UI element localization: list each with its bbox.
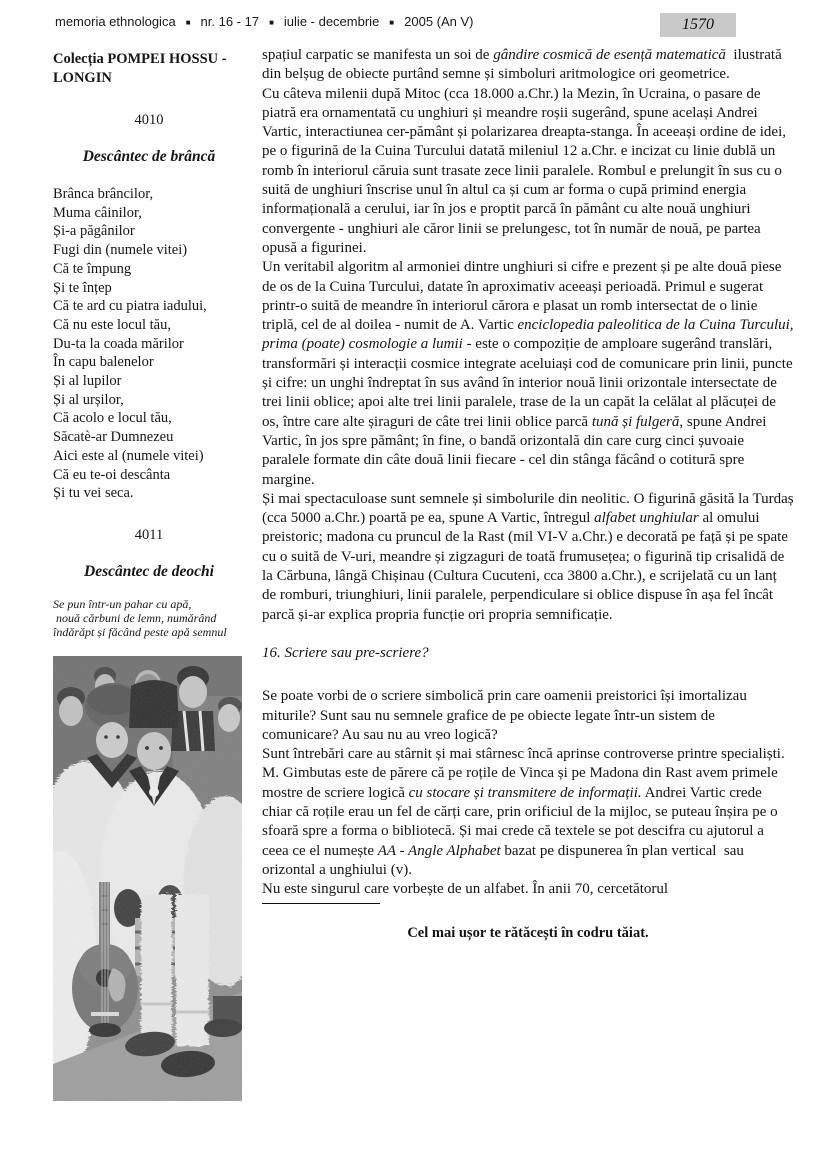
page-number-badge xyxy=(660,13,736,37)
paragraph: Cu câteva milenii după Mitoc (cca 18.000 a.Chr.) la Mezin, în Ucraina, o pasare de piatră era ornamentată cu unghiuri și meandre roșii sugerând, spune același Andrei Vartic, interactiunea cer-pământ și polarizarea dreapta-stanga. În aceeași ordine de idei, pe o figurină de la Cuina Turcului datată mileniul 12 a.Chr. e incizat cu linie dublă un romb în interiorul căruia sunt trasate zece linii paralele. Rombul e prelungit în sus cu o suită de unghiuri înscrise unul în altul ca și cum ar forma o cupă primind energia informațională a cerului, iar în jos e proptit parcă în pământ cu alte nouă unghiuri convergente - unghiuri ale căror linii se prelungesc, tot în număr de nouă, pe partea opusă a figurinei. xyxy=(262,85,790,256)
paragraph: Sunt întrebări care au stârnit și mai stârnesc încă aprinse controverse printre specialiști. M. Gimbutas este de părere că pe roțile de Vinca și pe Madona din Rast avem primele mostre de scriere logică cu stocare și transmitere de informații. Andrei Vartic crede chiar că roțile erau un fel de cărți care, prin orificiul de la mijloc, se puteau înșira pe o sfoară spre a forma o bibliotecă. Și mai crede că textele se pot descifra cu ajutorul a ceea ce el numește AA - Angle Alphabet bazat pe dispunerea în plan vertical sau orizontal a unghiului (v). xyxy=(262,746,789,878)
poem-line: Muma câinilor, xyxy=(53,204,142,221)
poem-line: În capu balenelor xyxy=(53,354,154,371)
poem-line: Și al urșilor, xyxy=(53,391,124,408)
note-line: nouă cărbuni de lemn, numărând xyxy=(53,610,217,625)
square-bullet-icon: ■ xyxy=(269,17,274,27)
journal-name: memoria ethnologica xyxy=(55,14,176,29)
photograph xyxy=(53,656,242,1101)
photo-illustration xyxy=(53,656,242,1101)
issue-period: iulie - decembrie xyxy=(283,14,380,29)
issue-number: nr. 16 - 17 xyxy=(200,14,260,29)
paragraph: Nu este singurul care vorbește de un alfabet. În anii 70, cercetătorul xyxy=(262,881,669,898)
poem-line: Brânca brâncilor, xyxy=(53,186,154,202)
paragraph: Un veritabil algoritm al armoniei dintre unghiuri si cifre e prezent și pe alte două piese de os de la Cuina Turcului, datate în aproximativ aceeași perioadă. Primul e sugerat printr-o suită de meandre în interiorul cărora e plasat un romb intersectat de o linie triplă, cel de al doilea - numit de A. Vartic enciclopedia paleolitica de la Cuina Turcului, prima (poate) cosmologie a lumii - este o compoziție de amploare sugerând translări, transformări și interacții cosmice integrate aceluiași cod de comunicare prin linii, puncte și cifre: un unghi îndreptat în sus având în interior nouă linii orizontale intersectate de trei linii oblice; apoi alte trei linii paralele, trase de la un capăt la celălat al plăcuței de os, între care alte șiraguri de câte trei linii oblice parcă tună și fulgeră, spune Andrei Vartic, în jos spre pământ; în fine, o bandă orizontală din care curg cinci șuvoaie paralele formate din câte două linii fiecare - cel din stânga făcând o cotitură spre margine. xyxy=(262,259,798,488)
paragraph: spațiul carpatic se manifesta un soi de gândire cosmică de esență matematică ilustrată din belșug de obiecte purtând semne și simboluri aritmologice ori geometrice. xyxy=(262,47,786,83)
page-header xyxy=(55,14,615,29)
entry-number: 4011 xyxy=(134,526,164,543)
poem-line: Și-a păgânilor xyxy=(53,223,135,240)
footnote-rule xyxy=(262,903,380,904)
motto-text: Cel mai ușor te rătăcești în codru tăiat. xyxy=(407,925,649,942)
square-bullet-icon: ■ xyxy=(185,17,191,27)
poem-line: Că te ard cu piatra iadului, xyxy=(53,298,207,315)
poem-line: Fugi din (numele vitei) xyxy=(53,242,188,259)
poem-line: Că eu te-oi descânta xyxy=(53,466,171,483)
section-heading: 16. Scriere sau pre-scriere? xyxy=(262,644,429,661)
poem-line: Și tu vei seca. xyxy=(53,485,134,502)
ritual-note xyxy=(53,597,245,639)
paragraph: Se poate vorbi de o scriere simbolică prin care oamenii preistorici își imortalizau miturile? Sunt sau nu semnele grafice de pe obiecte legate într-un sistem de comunicare? Au sau nu au vreo logică? xyxy=(262,688,751,743)
entry-number: 4010 xyxy=(134,112,164,128)
issue-year: 2005 (An V) xyxy=(404,14,474,29)
article-text-column xyxy=(262,46,798,944)
incantation-title: Descântec de brâncă xyxy=(82,148,216,165)
incantation-title: Descântec de deochi xyxy=(84,562,214,580)
poem-line: Că acolo e locul tău, xyxy=(53,410,172,427)
note-line: Se pun într-un pahar cu apă, xyxy=(53,596,192,611)
poem-line: Și al lupilor xyxy=(53,373,122,390)
poem-line: Că nu este locul tău, xyxy=(53,316,171,333)
collection-title: Colecția POMPEI HOSSU - LONGIN xyxy=(53,51,227,86)
poem-line: Du-ta la coada mărilor xyxy=(53,335,184,352)
incantation-poem xyxy=(53,185,245,503)
poem-line: Și te înțep xyxy=(53,279,112,296)
square-bullet-icon: ■ xyxy=(389,17,395,27)
left-column xyxy=(53,50,245,1101)
poem-line: Aici este al (numele vitei) xyxy=(53,447,204,464)
poem-line: Săcatè-ar Dumnezeu xyxy=(53,429,174,446)
note-line: îndărăpt și făcând peste apă semnul xyxy=(53,624,227,639)
page-number: 1570 xyxy=(682,16,714,33)
poem-line: Că te împung xyxy=(53,260,132,277)
paragraph: Și mai spectaculoase sunt semnele și simbolurile din neolitic. O figurină găsită la Turdaș (cca 5000 a.Chr.) poartă pe ea, spune A Vartic, întregul alfabet unghiular al omului preistoric; madona cu pruncul de la Rast (mil VI-V a.Chr.) e decorată pe față și pe spate cu o suită de V-uri, meandre și zigzaguri de toată frumusețea; o figurină tip crisalidă de la Cărbuna, lângă Chișinau (Cultura Cucuteni, cca 3800 a.Chr.), e scrijelată cu un lanț de romburi, triunghiuri, linii paralele, perpendiculare si oblice dispuse în așa fel încât parcă și-ar explica propria funcție ori propria semnificație. xyxy=(262,490,798,623)
